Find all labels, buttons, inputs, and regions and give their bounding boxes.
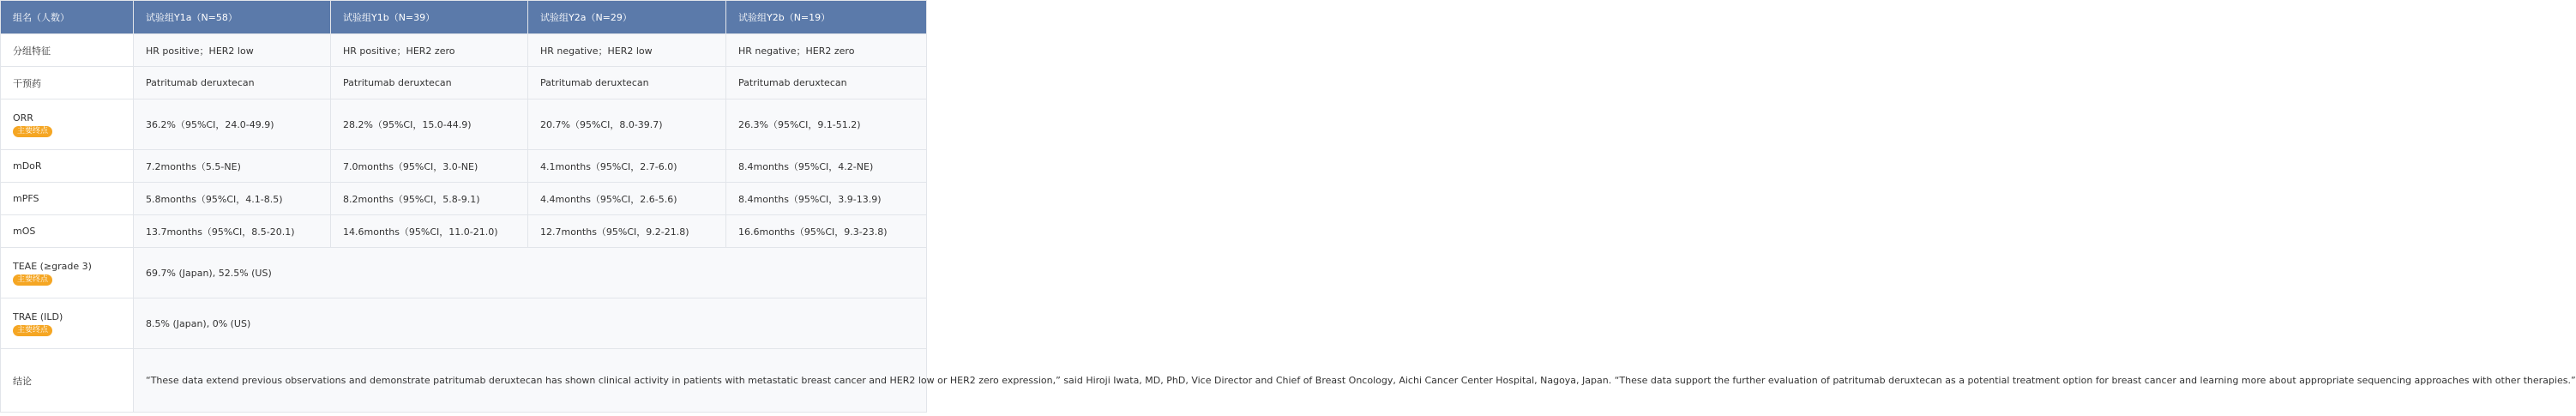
primary-endpoint-badge: 主要终点 [13, 325, 52, 336]
row-label: TRAE (ILD) [13, 310, 63, 323]
table-cell: 13.7months（95%CI，8.5-20.1) [134, 215, 331, 248]
table-cell: 26.3%（95%CI，9.1-51.2) [726, 99, 927, 150]
row-label: 结论 [1, 349, 134, 413]
row-label: 分组特征 [1, 34, 134, 67]
table-cell: 8.4months（95%CI，4.2-NE) [726, 150, 927, 183]
header-arm-y1a: 试验组Y1a（N=58） [134, 1, 331, 34]
primary-endpoint-badge: 主要终点 [13, 126, 52, 137]
header-arm-y1b: 试验组Y1b（N=39） [331, 1, 528, 34]
table-cell: 12.7months（95%CI，9.2-21.8) [528, 215, 726, 248]
table-cell: 20.7%（95%CI，8.0-39.7) [528, 99, 726, 150]
primary-endpoint-badge: 主要终点 [13, 274, 52, 286]
row-label: mDoR [1, 150, 134, 183]
row-label-cell [1, 99, 134, 150]
table-cell: 28.2%（95%CI，15.0-44.9) [331, 99, 528, 150]
row-label-cell [1, 298, 134, 349]
row-label-cell [1, 248, 134, 298]
table-cell: 4.1months（95%CI，2.7-6.0) [528, 150, 726, 183]
table-cell: 7.2months（5.5-NE) [134, 150, 331, 183]
header-group-name: 组名（人数） [1, 1, 134, 34]
header-row [1, 1, 927, 34]
conclusion-text: “These data extend previous observations and demonstrate patritumab deruxtecan has shown clinical activity in patients with metastatic breast cancer and HER2 low or HER2 zero expression,” said Hiroji Iwata, MD, PhD, Vice Director and Chief of Breast Oncology, Aichi Cancer Center Hospital, Nagoya, Japan. “These data support the further evaluation of patritumab deruxtecan as a potential treatment option for breast cancer and learning more about appropriate sequencing approaches with other therapies.” [134, 349, 927, 413]
table-cell: HR positive；HER2 zero [331, 34, 528, 67]
table-cell: 7.0months（95%CI，3.0-NE) [331, 150, 528, 183]
row-mpfs [1, 183, 927, 215]
table-cell: HR positive；HER2 low [134, 34, 331, 67]
row-label: mOS [1, 215, 134, 248]
row-trae [1, 298, 927, 349]
row-mdor [1, 150, 927, 183]
table-cell: Patritumab deruxtecan [331, 67, 528, 99]
row-label: ORR [13, 112, 33, 124]
table-cell: Patritumab deruxtecan [134, 67, 331, 99]
row-label: TEAE (≥grade 3) [13, 260, 92, 272]
row-mos [1, 215, 927, 248]
header-arm-y2a: 试验组Y2a（N=29） [528, 1, 726, 34]
table-cell: HR negative；HER2 zero [726, 34, 927, 67]
table-cell: Patritumab deruxtecan [726, 67, 927, 99]
table-cell: 16.6months（95%CI，9.3-23.8) [726, 215, 927, 248]
row-label: mPFS [1, 183, 134, 215]
row-subgroup [1, 34, 927, 67]
table-cell: 5.8months（95%CI，4.1-8.5) [134, 183, 331, 215]
table-cell: 36.2%（95%CI，24.0-49.9) [134, 99, 331, 150]
header-arm-y2b: 试验组Y2b（N=19） [726, 1, 927, 34]
row-orr [1, 99, 927, 150]
table-cell: Patritumab deruxtecan [528, 67, 726, 99]
row-teae [1, 248, 927, 298]
table-cell: 4.4months（95%CI，2.6-5.6) [528, 183, 726, 215]
table-cell: HR negative；HER2 low [528, 34, 726, 67]
merged-cell: 69.7% (Japan), 52.5% (US) [134, 248, 927, 298]
table-cell: 8.4months（95%CI，3.9-13.9) [726, 183, 927, 215]
merged-cell: 8.5% (Japan), 0% (US) [134, 298, 927, 349]
row-conclusion [1, 349, 927, 413]
row-intervention [1, 67, 927, 99]
table-cell: 14.6months（95%CI，11.0-21.0) [331, 215, 528, 248]
table-cell: 8.2months（95%CI，5.8-9.1) [331, 183, 528, 215]
row-label: 干预药 [1, 67, 134, 99]
